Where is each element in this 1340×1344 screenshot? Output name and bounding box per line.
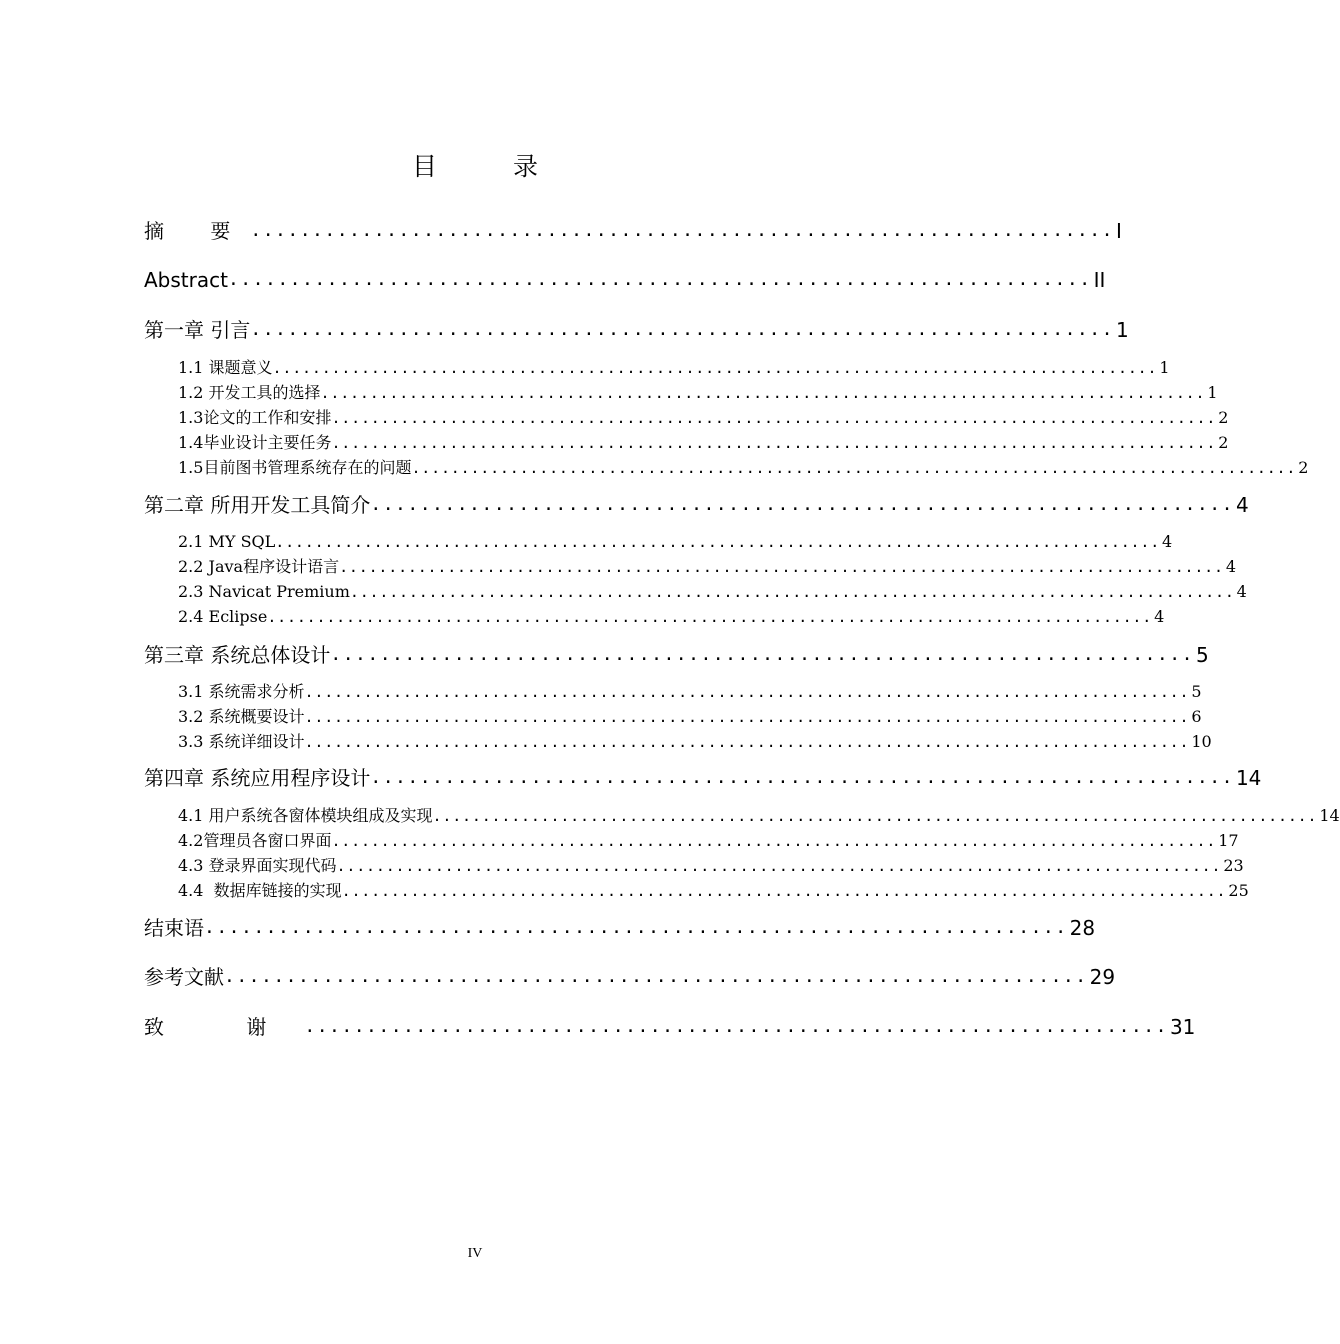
toc-leader: .......................................................................................... (320, 384, 1206, 402)
toc-entry-page: 1 (1159, 358, 1170, 377)
toc-entry-page: 4 (1154, 607, 1165, 626)
toc-leader: ...................................................................... (227, 269, 1092, 290)
toc-entry-4-3[interactable] (178, 854, 1244, 878)
toc-leader: .......................................................................................... (304, 733, 1190, 751)
toc-entry-page: 28 (1069, 916, 1096, 940)
toc-entry-page: 4 (1236, 582, 1247, 601)
toc-entry-page: 14 (1319, 806, 1340, 825)
toc-leader: .......................................................................................... (275, 533, 1161, 551)
toc-entry-page: 4 (1225, 557, 1237, 576)
toc-leader: ...................................................................... (370, 767, 1234, 788)
toc-leader: .......................................................................................... (304, 708, 1190, 726)
toc-entry-label: 1.4毕业设计主要任务 (178, 433, 332, 452)
toc-entry-label: 第三章 系统总体设计 (144, 643, 331, 667)
toc-entry-page: 5 (1195, 643, 1209, 667)
toc-entry-label: 3.2 系统概要设计 (178, 707, 305, 726)
toc-entry-page: 17 (1218, 831, 1239, 850)
toc-entry-label: 第二章 所用开发工具简介 (144, 493, 371, 517)
toc-entry-4-4[interactable] (178, 879, 1249, 903)
toc-entry-page: 14 (1235, 766, 1262, 790)
toc-leader: .......................................................................................... (272, 359, 1158, 377)
toc-entry-4-1[interactable] (178, 804, 1340, 828)
toc-entry-label: 摘 要 (144, 219, 251, 243)
toc-entry-label: 3.1 系统需求分析 (178, 682, 305, 701)
toc-entry-page: 1 (1115, 318, 1129, 342)
toc-entry-chapter-1[interactable] (144, 315, 1129, 345)
toc-entry-label: 第四章 系统应用程序设计 (144, 766, 371, 790)
toc-entry-label: 结束语 (144, 916, 204, 940)
toc-entry-chapter-3[interactable] (144, 640, 1209, 670)
toc-entry-page: 4 (1162, 532, 1173, 551)
toc-title: 目 录 (412, 152, 572, 181)
toc-entry-page: 2 (1218, 408, 1229, 427)
toc-entry-label: 2.4 Eclipse (178, 607, 268, 626)
toc-entry-page: 29 (1089, 965, 1116, 989)
toc-entry-label: 4.2管理员各窗口界面 (178, 831, 332, 850)
toc-leader: ...................................................................... (330, 644, 1194, 665)
toc-entry-label: 1.3论文的工作和安排 (178, 408, 332, 427)
toc-entry-1-2[interactable] (178, 381, 1218, 405)
toc-entry-page: 2 (1218, 433, 1229, 452)
toc-leader: .......................................................................................... (267, 608, 1153, 626)
toc-entry-3-3[interactable] (178, 730, 1212, 754)
toc-leader: .......................................................................................... (331, 832, 1217, 850)
toc-leader: .......................................................................................... (336, 857, 1222, 875)
toc-entry-page: 2 (1298, 458, 1309, 477)
toc-entry-abstract-cn[interactable] (144, 216, 1122, 246)
toc-entry-abstract-en[interactable] (144, 265, 1106, 295)
toc-entry-3-2[interactable] (178, 705, 1202, 729)
toc-entry-1-5[interactable] (178, 456, 1309, 480)
toc-entry-chapter-2[interactable] (144, 490, 1249, 520)
toc-entry-label: 1.5目前图书管理系统存在的问题 (178, 458, 412, 477)
toc-entry-page: 4 (1235, 493, 1249, 517)
toc-leader: .......................................................................................... (411, 459, 1297, 477)
toc-leader: ...................................................................... (304, 1016, 1168, 1037)
toc-entry-2-3[interactable] (178, 580, 1247, 604)
toc-entry-label: 参考文献 (144, 965, 224, 989)
toc-entry-label: 3.3 系统详细设计 (178, 732, 305, 751)
toc-entry-page: 23 (1223, 856, 1244, 875)
toc-entry-1-1[interactable] (178, 356, 1170, 380)
toc-entry-label: 4.3 登录界面实现代码 (178, 856, 337, 875)
toc-leader: .......................................................................................... (349, 583, 1235, 601)
toc-leader: ...................................................................... (204, 917, 1068, 938)
toc-entry-2-4[interactable] (178, 605, 1165, 629)
toc-entry-page: 5 (1191, 682, 1202, 701)
toc-entry-acknowledgements[interactable] (144, 1012, 1196, 1042)
toc-entry-label: 2.2 Java程序设计语言 (178, 557, 340, 576)
toc-entry-label: 1.1 课题意义 (178, 358, 273, 377)
toc-leader: .......................................................................................... (304, 683, 1190, 701)
toc-entry-page: 31 (1169, 1015, 1196, 1039)
toc-entry-label: Abstract (144, 268, 228, 292)
toc-entry-label: 致 谢 (144, 1015, 305, 1039)
toc-entry-label: 2.1 MY SQL (178, 532, 276, 551)
toc-entry-label: 4.1 用户系统各窗体模块组成及实现 (178, 806, 433, 825)
toc-entry-references[interactable] (144, 962, 1116, 992)
page-number: IV (467, 1246, 483, 1261)
toc-entry-2-1[interactable] (178, 530, 1173, 554)
toc-entry-chapter-4[interactable] (144, 763, 1262, 793)
toc-entry-page: 25 (1228, 881, 1249, 900)
toc-leader: .......................................................................................... (432, 807, 1318, 825)
toc-leader: ...................................................................... (370, 494, 1234, 515)
toc-leader: ...................................................................... (250, 319, 1114, 340)
toc-entry-1-3[interactable] (178, 406, 1229, 430)
toc-entry-3-1[interactable] (178, 680, 1202, 704)
toc-leader: .......................................................................................... (331, 409, 1217, 427)
toc-entry-4-2[interactable] (178, 829, 1239, 853)
toc-entry-page: II (1093, 268, 1106, 292)
toc-leader: .......................................................................................... (341, 882, 1227, 900)
toc-entry-page: 6 (1191, 707, 1202, 726)
toc-entry-label: 2.3 Navicat Premium (178, 582, 350, 601)
toc-entry-label: 4.4 数据库链接的实现 (178, 881, 342, 900)
toc-leader: ...................................................................... (250, 220, 1114, 241)
toc-entry-label: 第一章 引言 (144, 318, 251, 342)
toc-leader: ...................................................................... (224, 966, 1088, 987)
toc-entry-conclusion[interactable] (144, 913, 1096, 943)
toc-entry-2-2[interactable] (178, 555, 1237, 579)
toc-leader: .......................................................................................... (339, 558, 1224, 576)
toc-entry-page: 10 (1191, 732, 1212, 751)
toc-entry-page: I (1115, 219, 1122, 243)
toc-entry-label: 1.2 开发工具的选择 (178, 383, 321, 402)
toc-entry-page: 1 (1207, 383, 1218, 402)
toc-entry-1-4[interactable] (178, 431, 1229, 455)
toc-leader: .......................................................................................... (331, 434, 1217, 452)
